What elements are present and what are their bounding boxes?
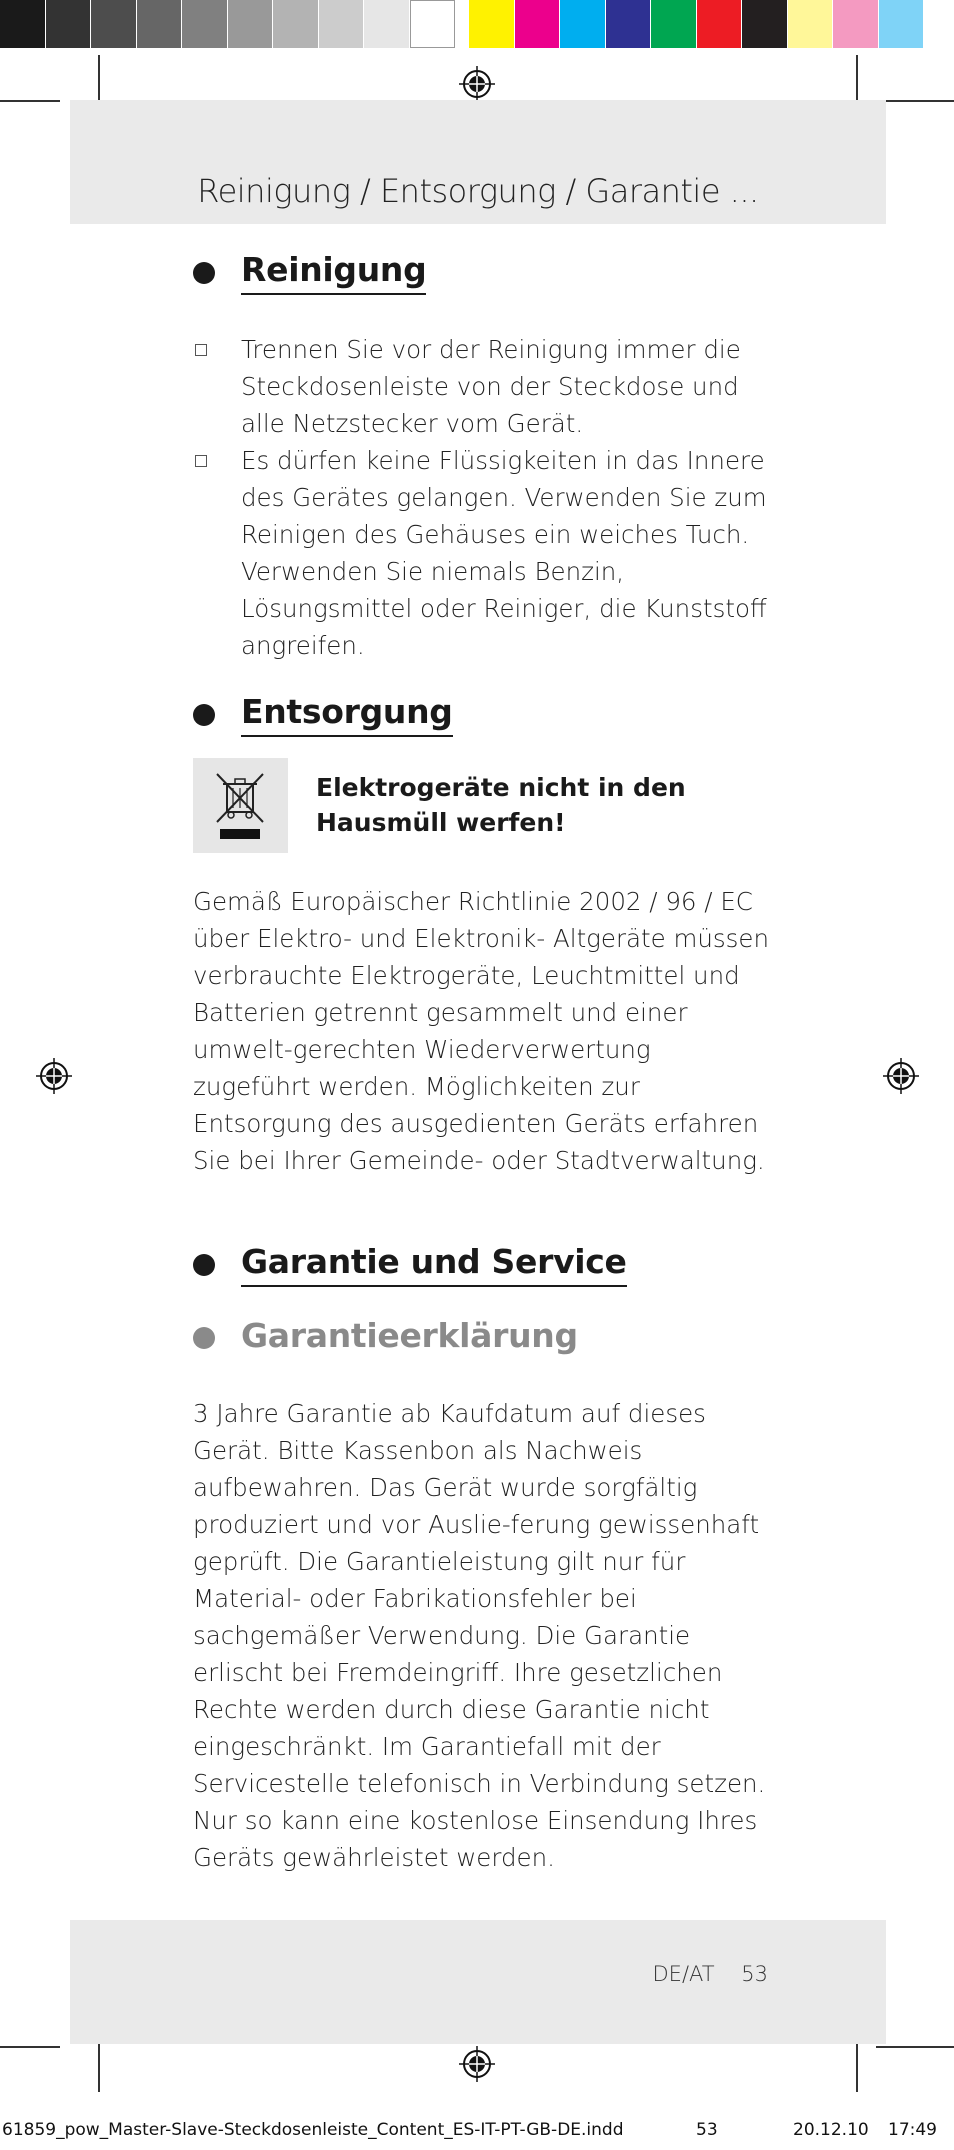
registration-mark-icon xyxy=(457,64,497,104)
color-swatch xyxy=(697,0,743,48)
header-band xyxy=(70,100,886,224)
color-swatch xyxy=(788,0,834,48)
registration-mark-icon xyxy=(457,2044,497,2084)
color-swatch xyxy=(0,0,46,48)
warranty-paragraph: 3 Jahre Garantie ab Kaufdatum auf dieses Gerät. Bitte Kassenbon als Nachweis aufbewahren. Das Gerät wurde sorgfältig produziert und vor Auslie-ferung gewissenhaft geprüft. Die Garantieleistung gilt nur für Material- oder Fabrikationsfehler bei sachgemäßer Verwendung. Die Garantie erlischt bei Fremdeingriff. Ihre gesetzlichen Rechte werden durch diese Garantie nicht eingeschränkt. Im Garantiefall mit der Servicestelle telefonisch in Verbindung setzen. Nur so kann eine kostenlose Einsendung Ihres Geräts gewährleistet werden. xyxy=(193,1399,766,1872)
section-heading-entsorgung xyxy=(193,692,453,737)
color-swatch xyxy=(651,0,697,48)
color-swatch xyxy=(91,0,137,48)
color-swatch xyxy=(742,0,788,48)
color-swatch xyxy=(137,0,183,48)
heading-bullet-icon xyxy=(193,704,215,726)
color-bar-gap xyxy=(455,0,469,48)
registration-mark-icon xyxy=(881,1056,921,1096)
checkbox-square-icon xyxy=(195,344,207,356)
crop-mark xyxy=(0,100,60,102)
slug-time: 17:49 xyxy=(888,2120,937,2140)
color-swatch xyxy=(410,0,456,48)
page-number: DE/AT 53 xyxy=(652,1962,768,1986)
slug-filename: 61859_pow_Master-Slave-Steckdosenleiste_Content_ES-IT-PT-GB-DE.indd xyxy=(2,2120,624,2140)
color-swatch xyxy=(469,0,515,48)
color-swatch xyxy=(182,0,228,48)
list-item xyxy=(193,331,773,442)
weee-symbol xyxy=(193,758,288,853)
heading-bullet-icon xyxy=(193,1327,215,1349)
registration-mark-icon xyxy=(34,1056,74,1096)
list-item-text: Trennen Sie vor der Reinigung immer die Steckdosenleiste von der Steckdose und alle Netzstecker vom Gerät. xyxy=(241,335,741,438)
slug-page: 53 xyxy=(696,2120,718,2140)
slug-date: 20.12.10 xyxy=(793,2120,869,2140)
crop-mark xyxy=(856,2042,858,2092)
heading-bullet-icon xyxy=(193,1254,215,1276)
section-heading-text: Entsorgung xyxy=(241,692,453,737)
crop-mark xyxy=(876,100,954,102)
color-swatch xyxy=(879,0,925,48)
color-calibration-bar xyxy=(0,0,924,48)
cleaning-instructions-list xyxy=(193,331,773,664)
color-swatch xyxy=(46,0,92,48)
color-swatch xyxy=(273,0,319,48)
color-swatch xyxy=(515,0,561,48)
checkbox-square-icon xyxy=(195,455,207,467)
subheading-garantieerklaerung xyxy=(193,1316,578,1359)
color-swatch xyxy=(833,0,879,48)
heading-bullet-icon xyxy=(193,262,215,284)
crop-mark xyxy=(856,55,858,105)
list-item-text: Es dürfen keine Flüssigkeiten in das Innere des Gerätes gelangen. Verwenden Sie zum Reinigen des Gehäuses ein weiches Tuch. Verwenden Sie niemals Benzin, Lösungsmittel oder Reiniger, die Kunststoff angreifen. xyxy=(241,446,767,660)
color-swatch xyxy=(319,0,365,48)
subheading-text: Garantieerklärung xyxy=(241,1316,578,1355)
page-title: Reinigung / Entsorgung / Garantie ... xyxy=(197,172,759,210)
section-heading-reinigung xyxy=(193,250,426,295)
color-swatch xyxy=(606,0,652,48)
crossed-bin-icon xyxy=(193,758,288,853)
crop-mark xyxy=(98,55,100,105)
crop-mark xyxy=(876,2046,954,2048)
section-heading-text: Garantie und Service xyxy=(241,1242,627,1287)
disposal-warning: Elektrogeräte nicht in den Hausmüll werfen! xyxy=(316,773,686,837)
crop-mark xyxy=(0,2046,60,2048)
list-item xyxy=(193,442,773,664)
crop-mark xyxy=(98,2042,100,2092)
section-heading-garantie xyxy=(193,1242,627,1287)
color-swatch xyxy=(228,0,274,48)
color-swatch xyxy=(560,0,606,48)
section-heading-text: Reinigung xyxy=(241,250,426,295)
color-swatch xyxy=(364,0,410,48)
disposal-paragraph: Gemäß Europäischer Richtlinie 2002 / 96 / EC über Elektro- und Elektronik- Altgeräte müssen verbrauchte Elektrogeräte, Leuchtmittel und Batterien getrennt gesammelt und einer umwelt-gerechten Wiederverwertung zugeführt werden. Möglichkeiten zur Entsorgung des ausgedienten Geräts erfahren Sie bei Ihrer Gemeinde- oder Stadtverwaltung. xyxy=(193,887,770,1175)
footer-band xyxy=(70,1920,886,2044)
